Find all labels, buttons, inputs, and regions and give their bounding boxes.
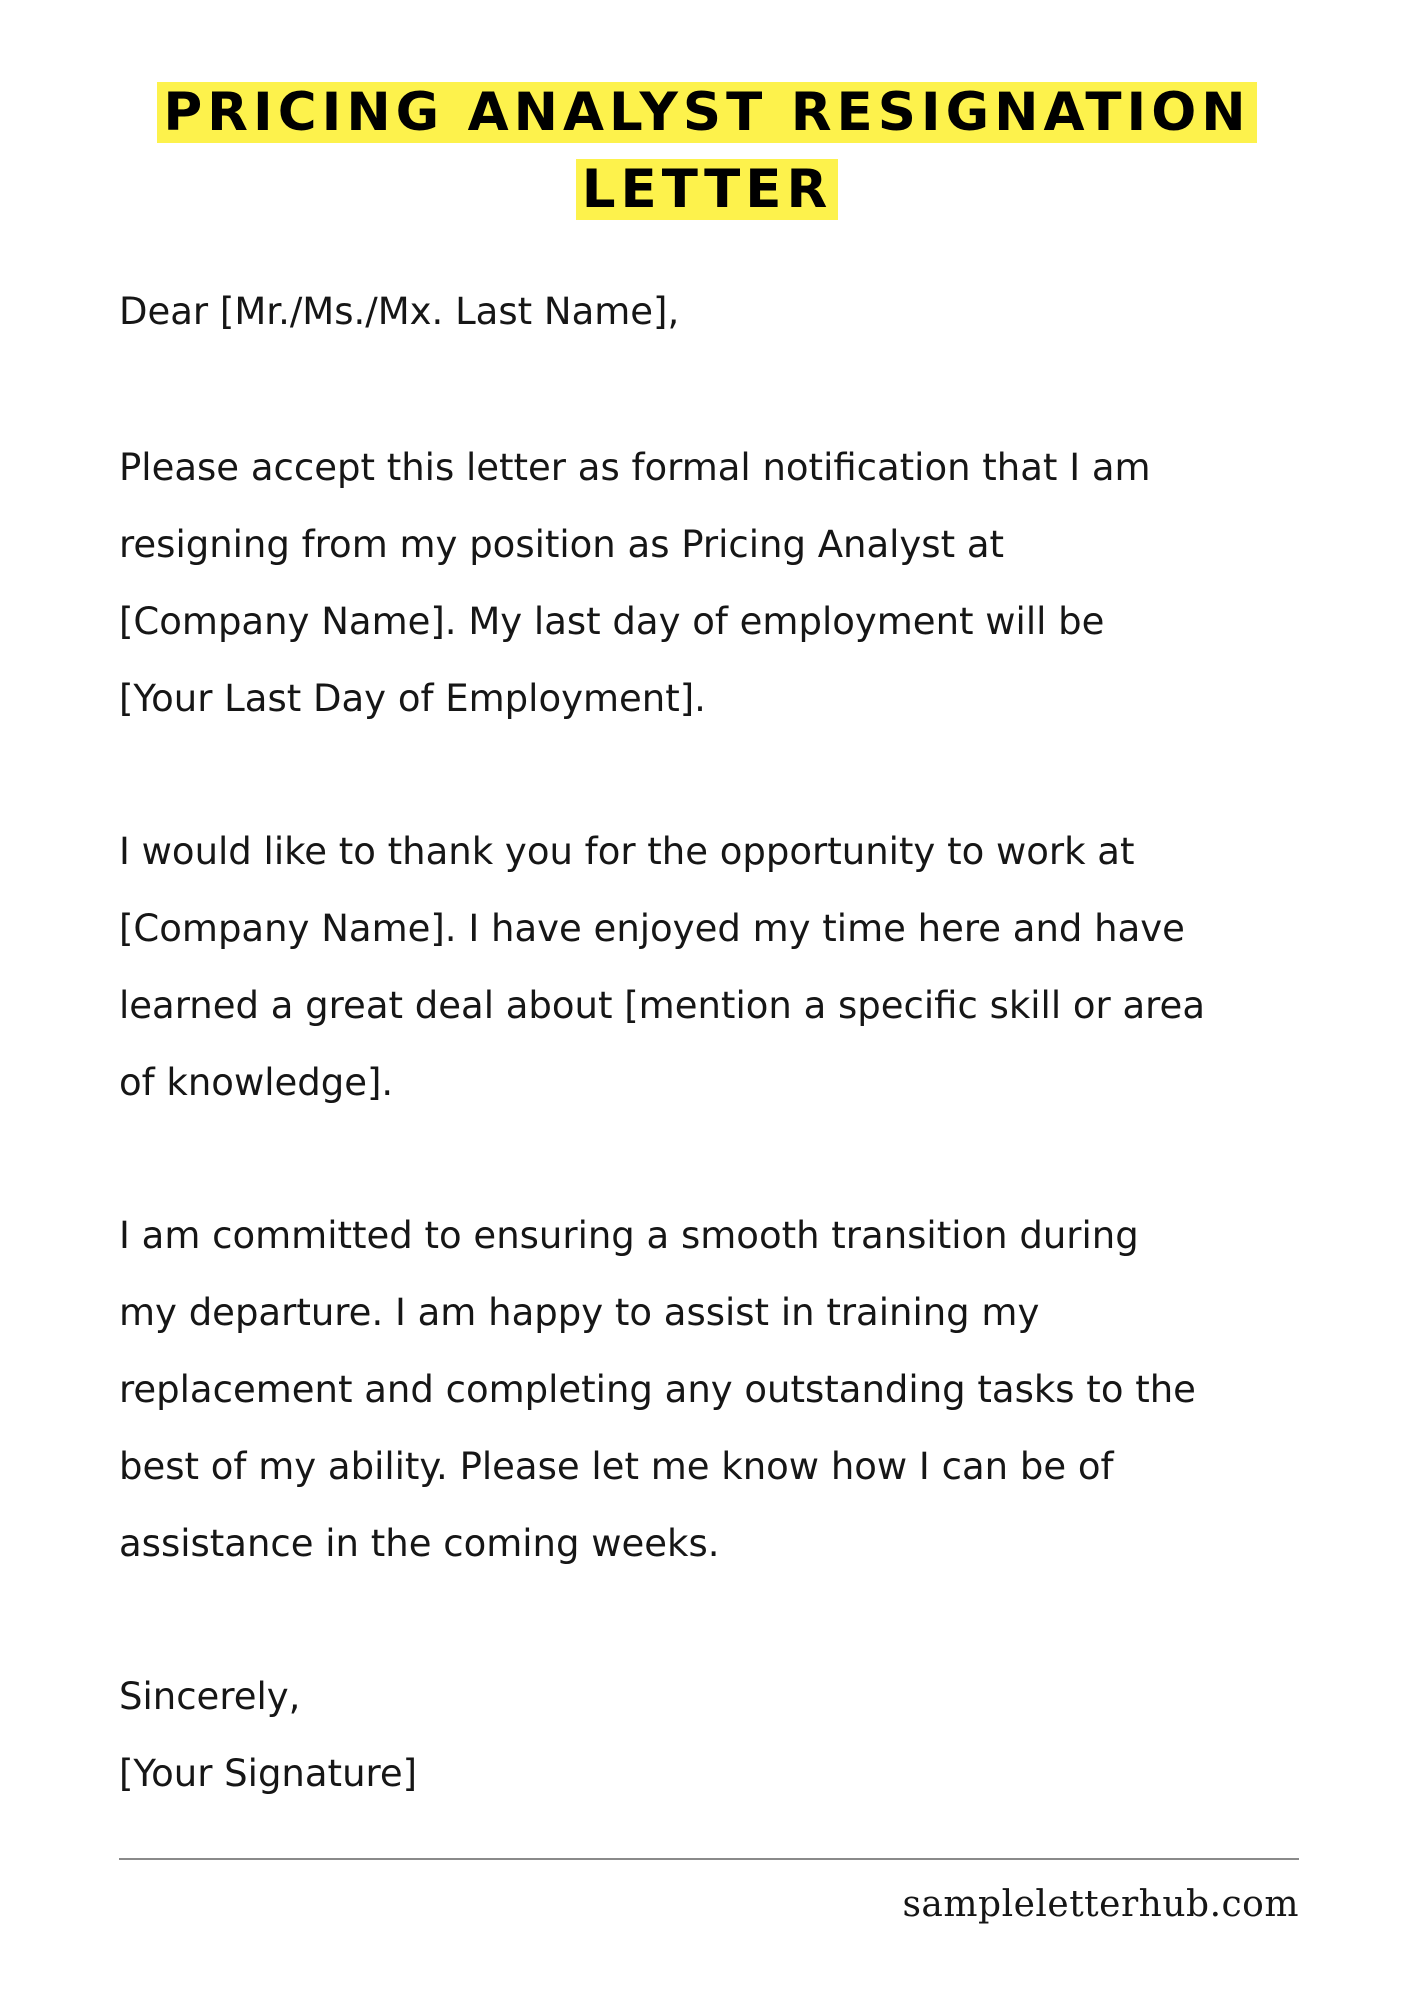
paragraph-line: learned a great deal about [mention a specific skill or area <box>119 984 1205 1027</box>
paragraph-transition <box>119 1197 1369 1582</box>
paragraph-line: of knowledge]. <box>119 1061 394 1104</box>
salutation: Dear [Mr./Ms./Mx. Last Name], <box>119 290 680 333</box>
signature-placeholder: [Your Signature] <box>119 1752 418 1795</box>
footer-divider <box>119 1858 1299 1860</box>
paragraph-line: my departure. I am happy to assist in training my <box>119 1291 1040 1334</box>
paragraph-line: [Company Name]. I have enjoyed my time here and have <box>119 907 1185 950</box>
title-line-1: PRICING ANALYST RESIGNATION <box>157 82 1256 143</box>
paragraph-line: [Company Name]. My last day of employment will be <box>119 600 1105 643</box>
paragraph-line: best of my ability. Please let me know how I can be of <box>119 1445 1114 1488</box>
paragraph-line: replacement and completing any outstanding tasks to the <box>119 1368 1196 1411</box>
paragraph-line: I would like to thank you for the opportunity to work at <box>119 830 1135 873</box>
letter-title <box>0 74 1414 228</box>
footer-website: sampleletterhub.com <box>902 1884 1299 1925</box>
closing: Sincerely, <box>119 1675 301 1718</box>
title-line-2: LETTER <box>576 159 839 220</box>
paragraph-thanks <box>119 813 1369 1121</box>
paragraph-line: resigning from my position as Pricing Analyst at <box>119 523 1005 566</box>
paragraph-line: Please accept this letter as formal notification that I am <box>119 446 1151 489</box>
paragraph-line: [Your Last Day of Employment]. <box>119 677 706 720</box>
paragraph-line: assistance in the coming weeks. <box>119 1522 720 1565</box>
paragraph-notification <box>119 429 1369 737</box>
paragraph-line: I am committed to ensuring a smooth transition during <box>119 1214 1139 1257</box>
